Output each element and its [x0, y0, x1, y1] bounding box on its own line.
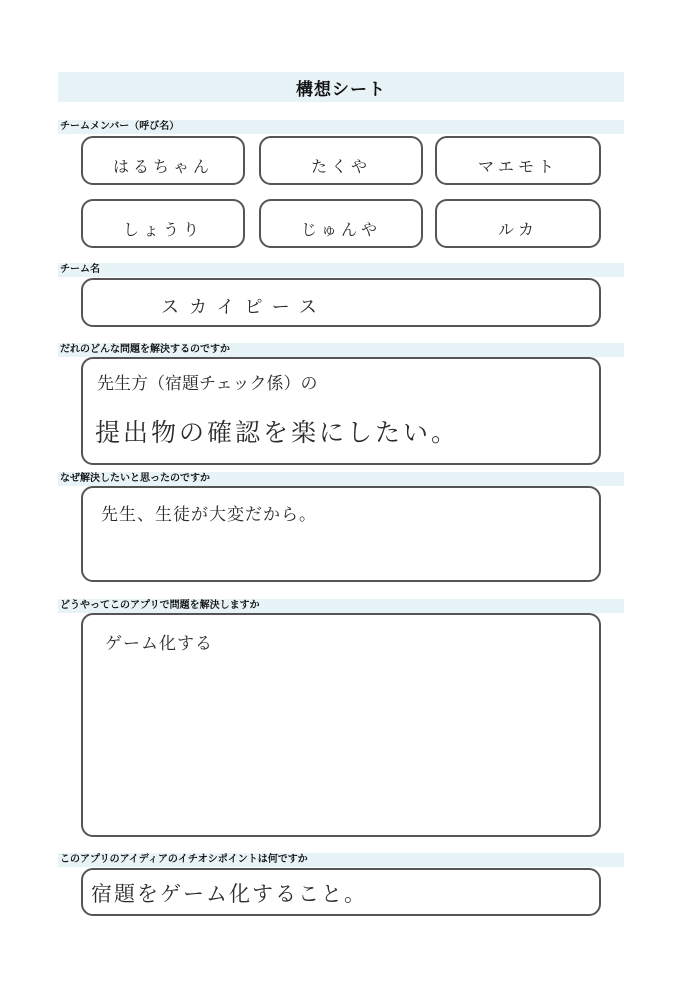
- member-box-5: [259, 199, 423, 248]
- member-name-1: はるちゃん: [112, 157, 213, 176]
- problem-box: [81, 357, 601, 465]
- member-box-2: [259, 136, 423, 185]
- member-box-3: [435, 136, 601, 185]
- problem-label: だれのどんな問題を解決するのですか: [60, 344, 230, 355]
- point-box: [81, 868, 601, 916]
- member-name-6: ルカ: [497, 220, 538, 239]
- member-name-3: マエモト: [477, 157, 558, 176]
- how-text: ゲーム化する: [105, 634, 213, 654]
- sheet-title-band: [58, 72, 624, 102]
- members-label-band: [58, 120, 624, 134]
- reason-text: 先生、生徒が大変だから。: [101, 505, 317, 525]
- team-name-box: [81, 278, 601, 327]
- problem-line-1: 先生方（宿題チェック係）の: [97, 374, 318, 394]
- reason-box: [81, 486, 601, 582]
- point-label-band: [58, 853, 624, 867]
- point-text: 宿題をゲーム化すること。: [91, 882, 367, 906]
- reason-label: なぜ解決したいと思ったのですか: [60, 473, 210, 484]
- members-label: チームメンバー（呼び名）: [60, 121, 180, 132]
- team-name-text: スカイピース: [161, 297, 327, 318]
- member-box-1: [81, 136, 245, 185]
- member-box-6: [435, 199, 601, 248]
- team-name-label: チーム名: [60, 264, 100, 275]
- point-label: このアプリのアイディアのイチオシポイントは何ですか: [60, 854, 308, 865]
- member-name-4: しょうり: [122, 220, 203, 239]
- problem-label-band: [58, 343, 624, 357]
- how-box: [81, 613, 601, 837]
- member-name-2: たくや: [310, 157, 371, 176]
- sheet-title: 構想シート: [296, 80, 386, 100]
- member-box-4: [81, 199, 245, 248]
- how-label: どうやってこのアプリで問題を解決しますか: [60, 600, 260, 611]
- problem-line-2: 提出物の確認を楽にしたい。: [95, 418, 460, 447]
- reason-label-band: [58, 472, 624, 486]
- how-label-band: [58, 599, 624, 613]
- team-name-label-band: [58, 263, 624, 277]
- member-name-5: じゅんや: [300, 220, 381, 239]
